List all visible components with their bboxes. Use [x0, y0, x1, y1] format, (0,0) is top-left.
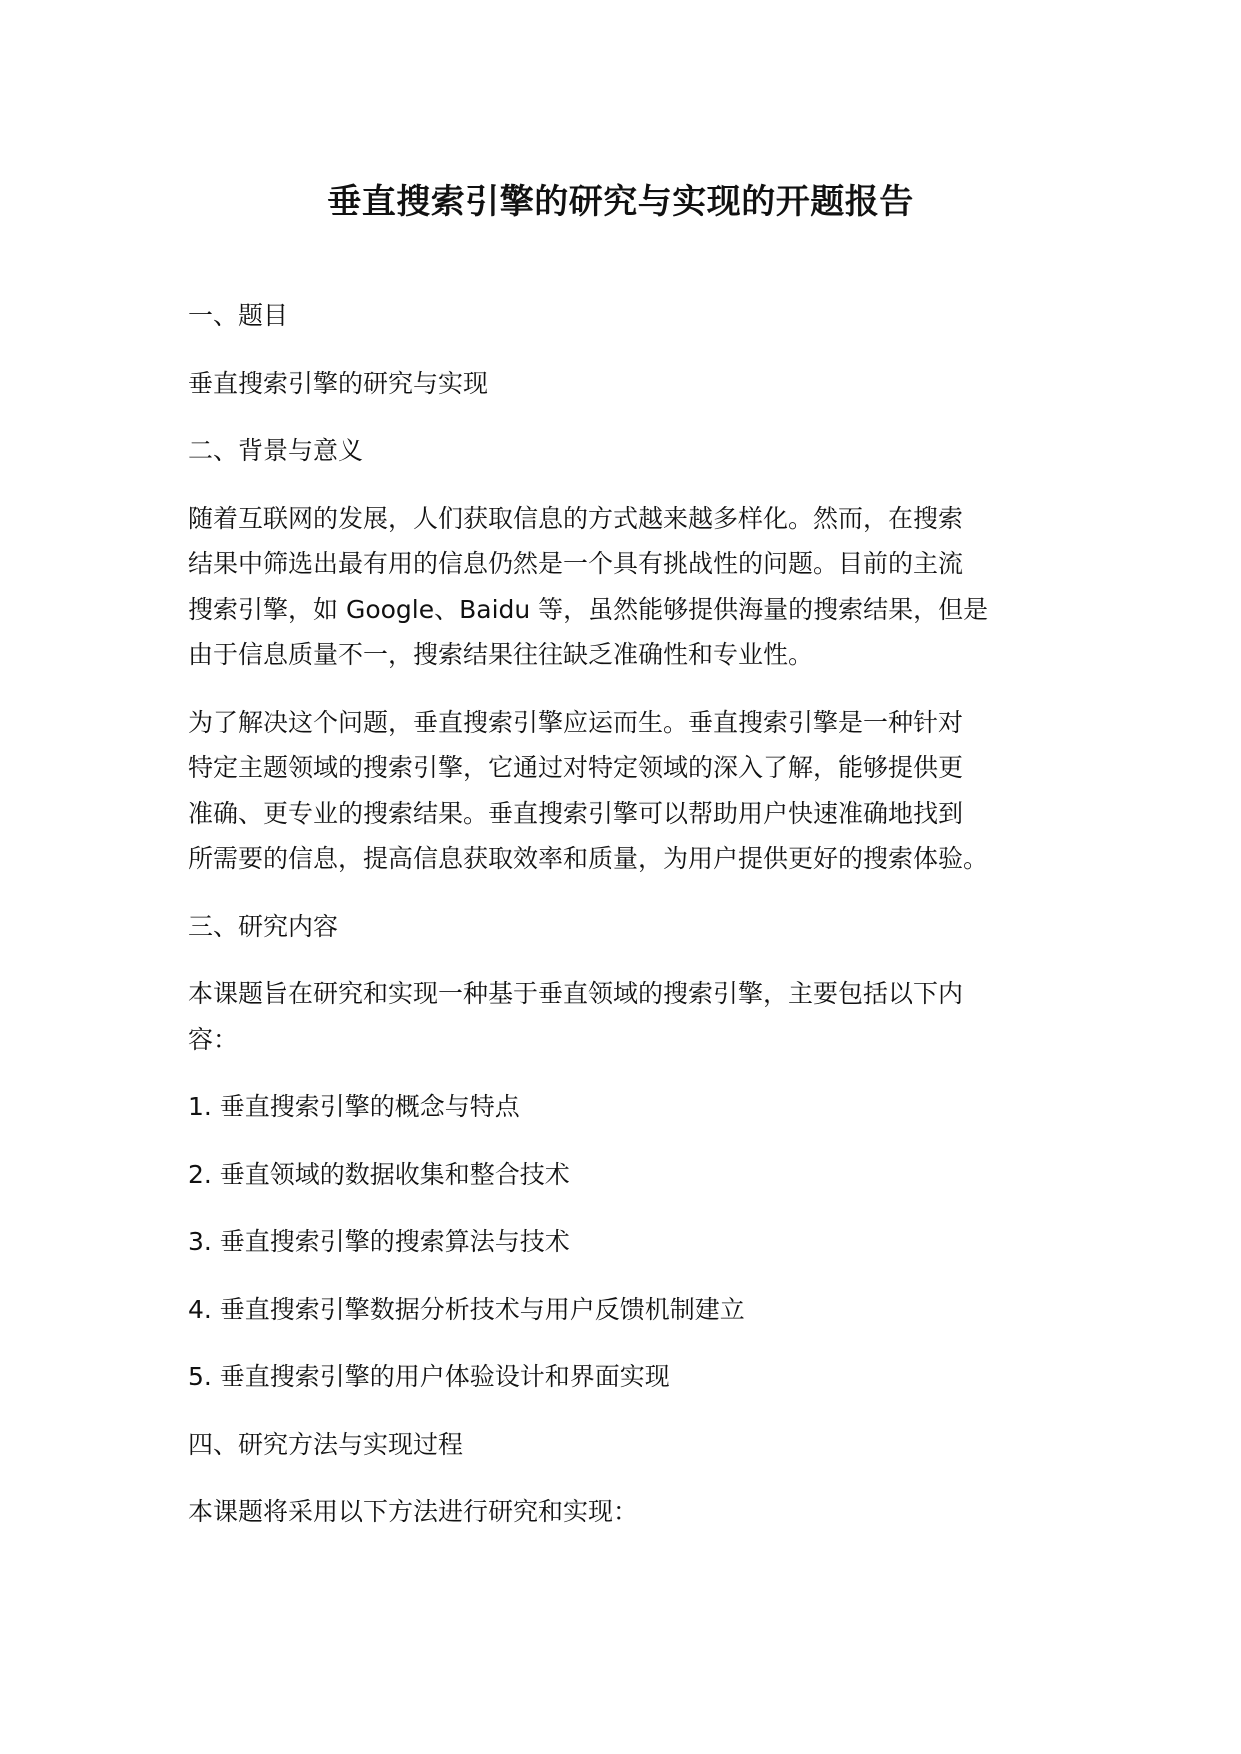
section-heading-topic: 一、题目	[188, 301, 289, 330]
list-item: 4. 垂直搜索引擎数据分析技术与用户反馈机制建立	[188, 1294, 745, 1324]
paragraph-line: 结果中筛选出最有用的信息仍然是一个具有挑战性的问题。目前的主流	[188, 549, 964, 578]
research-content-intro	[188, 971, 1068, 1062]
section-heading-background: 二、背景与意义	[188, 436, 364, 465]
list-item: 2. 垂直领域的数据收集和整合技术	[188, 1159, 570, 1189]
list-item: 3. 垂直搜索引擎的搜索算法与技术	[188, 1227, 570, 1256]
document-title: 垂直搜索引擎的研究与实现的开题报告	[327, 182, 914, 222]
paragraph-line: 所需要的信息，提高信息获取效率和质量，为用户提供更好的搜索体验。	[188, 844, 989, 873]
paragraph-line: 容：	[188, 1024, 239, 1054]
list-item: 1. 垂直搜索引擎的概念与特点	[188, 1092, 520, 1121]
paragraph-line: 由于信息质量不一，搜索结果往往缺乏准确性和专业性。	[188, 640, 814, 669]
paragraph-line: 随着互联网的发展，人们获取信息的方式越来越多样化。然而，在搜索	[188, 503, 964, 533]
paragraph-line: 本课题旨在研究和实现一种基于垂直领域的搜索引擎，主要包括以下内	[188, 979, 964, 1008]
list-item: 5. 垂直搜索引擎的用户体验设计和界面实现	[188, 1362, 670, 1391]
methods-text: 本课题将采用以下方法进行研究和实现：	[188, 1497, 639, 1526]
paragraph-line: 特定主题领域的搜索引擎，它通过对特定领域的深入了解，能够提供更	[188, 753, 964, 782]
document-body	[188, 293, 1068, 1557]
paragraph-line: 搜索引擎，如 Google、Baidu 等，虽然能够提供海量的搜索结果，但是	[188, 594, 989, 624]
paragraph-line: 为了解决这个问题，垂直搜索引擎应运而生。垂直搜索引擎是一种针对	[188, 707, 964, 737]
section-heading-research-content: 三、研究内容	[188, 911, 339, 941]
background-paragraph-2	[188, 700, 1068, 882]
background-paragraph-1	[188, 496, 1068, 678]
topic-text: 垂直搜索引擎的研究与实现	[188, 368, 489, 398]
section-heading-methods: 四、研究方法与实现过程	[188, 1429, 464, 1459]
paragraph-line: 准确、更专业的搜索结果。垂直搜索引擎可以帮助用户快速准确地找到	[188, 798, 964, 828]
